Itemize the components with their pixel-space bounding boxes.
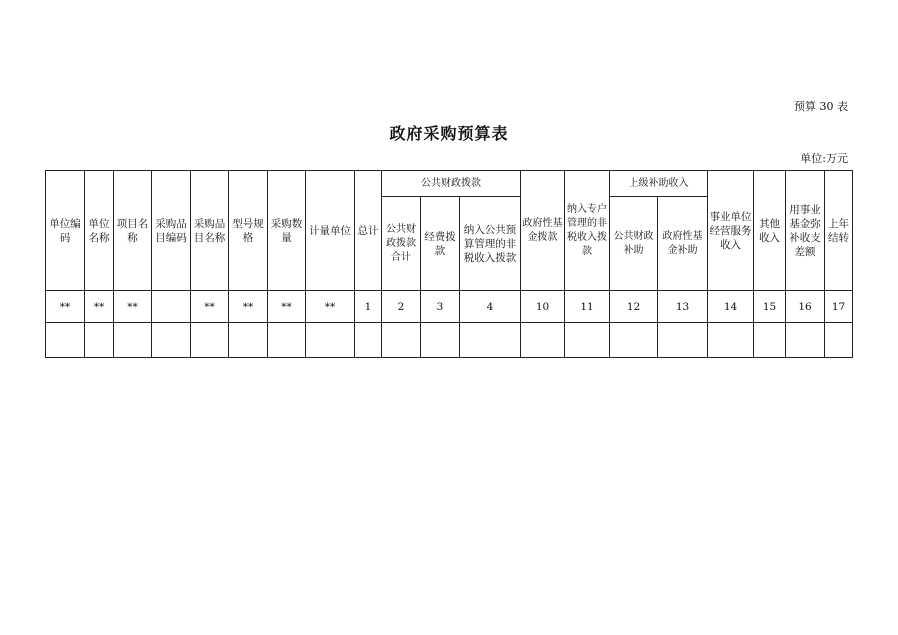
header-gov-fund: 政府性基金拨款 [521, 171, 565, 291]
table-cell: ** [85, 291, 114, 323]
table-row-codes [46, 291, 853, 323]
table-cell: ** [114, 291, 152, 323]
header-deficit-fund: 用事业基金弥补收支差额 [786, 171, 825, 291]
table-cell: 14 [708, 291, 754, 323]
header-project-name: 项目名称 [114, 171, 152, 291]
table-cell [565, 323, 610, 358]
table-cell [460, 323, 521, 358]
table-cell [268, 323, 306, 358]
table-cell: 4 [460, 291, 521, 323]
table-cell: ** [46, 291, 85, 323]
header-carry-over: 上年结转 [825, 171, 853, 291]
table-cell [46, 323, 85, 358]
header-public-finance-subtotal: 公共财政拨款合计 [382, 197, 421, 291]
table-cell: 2 [382, 291, 421, 323]
table-cell [152, 323, 191, 358]
table-cell: 13 [658, 291, 708, 323]
header-item-code: 采购品目编码 [152, 171, 191, 291]
table-cell [85, 323, 114, 358]
table-cell: 1 [355, 291, 382, 323]
header-public-finance-group: 公共财政拨款 [382, 171, 521, 197]
table-cell [658, 323, 708, 358]
table-cell [306, 323, 355, 358]
procurement-budget-table [45, 170, 853, 358]
header-model-spec: 型号规格 [229, 171, 268, 291]
table-cell: 12 [610, 291, 658, 323]
header-public-finance-subsidy: 公共财政补助 [610, 197, 658, 291]
table-cell [754, 323, 786, 358]
table-cell: ** [306, 291, 355, 323]
header-operating-funds: 经费拨款 [421, 197, 460, 291]
table-cell: 16 [786, 291, 825, 323]
table-cell [152, 291, 191, 323]
header-quantity: 采购数量 [268, 171, 306, 291]
header-superior-subsidy-group: 上级补助收入 [610, 171, 708, 197]
form-number: 预算 30 表 [794, 100, 848, 113]
table-cell [610, 323, 658, 358]
table-cell [708, 323, 754, 358]
table-cell: ** [191, 291, 229, 323]
table-cell [521, 323, 565, 358]
page-title: 政府采购预算表 [389, 124, 509, 143]
table-cell [382, 323, 421, 358]
header-other-income: 其他收入 [754, 171, 786, 291]
header-item-name: 采购品目名称 [191, 171, 229, 291]
table-cell: ** [268, 291, 306, 323]
table-cell: ** [229, 291, 268, 323]
unit-label: 单位:万元 [800, 152, 848, 165]
table-cell [786, 323, 825, 358]
table-cell: 17 [825, 291, 853, 323]
table-cell: 11 [565, 291, 610, 323]
table-cell: 10 [521, 291, 565, 323]
table-cell [114, 323, 152, 358]
header-measure-unit: 计量单位 [306, 171, 355, 291]
header-special-non-tax: 纳入专户管理的非税收入拨款 [565, 171, 610, 291]
table-cell [191, 323, 229, 358]
table-cell: 15 [754, 291, 786, 323]
table-cell [229, 323, 268, 358]
table-cell [421, 323, 460, 358]
header-unit-name: 单位名称 [85, 171, 114, 291]
table-cell: 3 [421, 291, 460, 323]
table-cell [355, 323, 382, 358]
header-gov-fund-subsidy: 政府性基金补助 [658, 197, 708, 291]
header-unit-code: 单位编码 [46, 171, 85, 291]
header-non-tax-income: 纳入公共预算管理的非税收入拨款 [460, 197, 521, 291]
header-total: 总计 [355, 171, 382, 291]
header-business-income: 事业单位经营服务收入 [708, 171, 754, 291]
table-row-blank [46, 323, 853, 358]
table-cell [825, 323, 853, 358]
